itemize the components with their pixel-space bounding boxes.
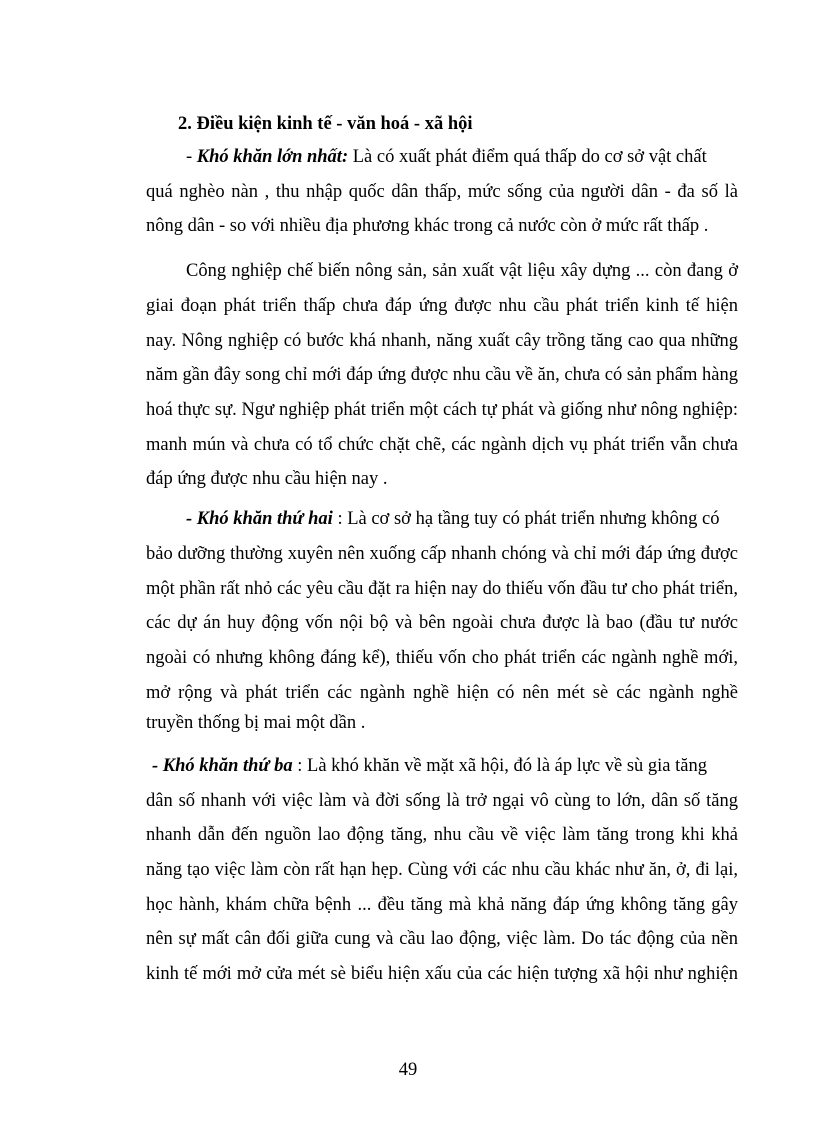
paragraph-2-line-1: Công nghiệp chế biến nông sản, sản xuất vật liệu xây dựng ... còn đang ở	[186, 261, 738, 281]
paragraph-4-line-1	[152, 754, 707, 778]
paragraph-4-line-7: kinh tế mới mở cửa mét sè biểu hiện xấu của các hiện tượng xã hội như nghiện	[146, 964, 738, 984]
paragraph-2-line-7: đáp ứng được nhu cầu hiện nay .	[146, 469, 388, 489]
paragraph-3-line-6: mở rộng và phát triển các ngành nghề hiện có nên mét sè các ngành nghề	[146, 683, 738, 703]
paragraph-3-line-1-text: : Là cơ sở hạ tầng tuy có phát triển nhưng không có	[332, 509, 720, 529]
paragraph-2-line-2: giai đoạn phát triển thấp chưa đáp ứng được nhu cầu phát triển kinh tế hiện	[146, 296, 738, 316]
paragraph-4-line-6: nên sự mất cân đối giữa cung và cầu lao động, việc làm. Do tác động của nền	[146, 929, 738, 949]
paragraph-4-line-3: nhanh dẫn đến nguồn lao động tăng, nhu cầu về việc làm tăng trong khi khả	[146, 825, 738, 845]
dash-prefix: -	[186, 147, 197, 167]
term-first-difficulty: Khó khăn lớn nhất:	[196, 147, 349, 167]
paragraph-3-line-5: ngoài có nhưng không đáng kể), thiếu vốn cho phát triển các ngành nghề mới,	[146, 648, 738, 668]
paragraph-4-line-1-text: : Là khó khăn về mặt xã hội, đó là áp lực về sù gia tăng	[292, 756, 707, 776]
paragraph-2-line-4: năm gần đây song chỉ mới đáp ứng được nhu cầu về ăn, chưa có sản phẩm hàng	[146, 365, 738, 385]
term-second-difficulty: - Khó khăn thứ hai	[186, 509, 333, 529]
paragraph-4-line-5: học hành, khám chữa bệnh ... đều tăng mà khả năng đáp ứng không tăng gây	[146, 895, 738, 915]
paragraph-2-line-5: hoá thực sự. Ngư nghiệp phát triển một cách tự phát và giống như nông nghiệp:	[146, 400, 738, 420]
paragraph-4-line-2: dân số nhanh với việc làm và đời sống là trở ngại vô cùng to lớn, dân số tăng	[146, 791, 738, 811]
paragraph-4-line-4: năng tạo việc làm còn rất hạn hẹp. Cùng với các nhu cầu khác như ăn, ở, đi lại,	[146, 860, 738, 880]
paragraph-2-line-6: manh mún và chưa có tổ chức chặt chẽ, các ngành dịch vụ phát triển vẫn chưa	[146, 435, 738, 455]
paragraph-1-line-1-text: Là có xuất phát điểm quá thấp do cơ sở vật chất	[348, 147, 707, 167]
term-third-difficulty: - Khó khăn thứ ba	[152, 756, 293, 776]
paragraph-1-line-3: nông dân - so với nhiều địa phương khác trong cả nước còn ở mức rất thấp .	[146, 216, 709, 236]
paragraph-1-line-1	[186, 145, 707, 169]
section-heading: 2. Điều kiện kinh tế - văn hoá - xã hội	[178, 114, 473, 134]
paragraph-3-line-1	[186, 507, 719, 531]
paragraph-3-line-3: một phần rất nhỏ các yêu cầu đặt ra hiện nay do thiếu vốn đầu tư cho phát triển,	[146, 579, 738, 599]
paragraph-2-line-3: nay. Nông nghiệp có bước khá nhanh, năng xuất cây trồng tăng cao qua những	[146, 331, 738, 351]
paragraph-1-line-2: quá nghèo nàn , thu nhập quốc dân thấp, mức sống của người dân - đa số là	[146, 182, 738, 202]
page-number: 49	[398, 1060, 418, 1080]
paragraph-3-line-7: truyền thống bị mai một dần .	[146, 713, 366, 733]
paragraph-3-line-4: các dự án huy động vốn nội bộ và bên ngoài chưa được là bao (đầu tư nước	[146, 613, 738, 633]
paragraph-3-line-2: bảo dưỡng thường xuyên nên xuống cấp nhanh chóng và chỉ mới đáp ứng được	[146, 544, 738, 564]
